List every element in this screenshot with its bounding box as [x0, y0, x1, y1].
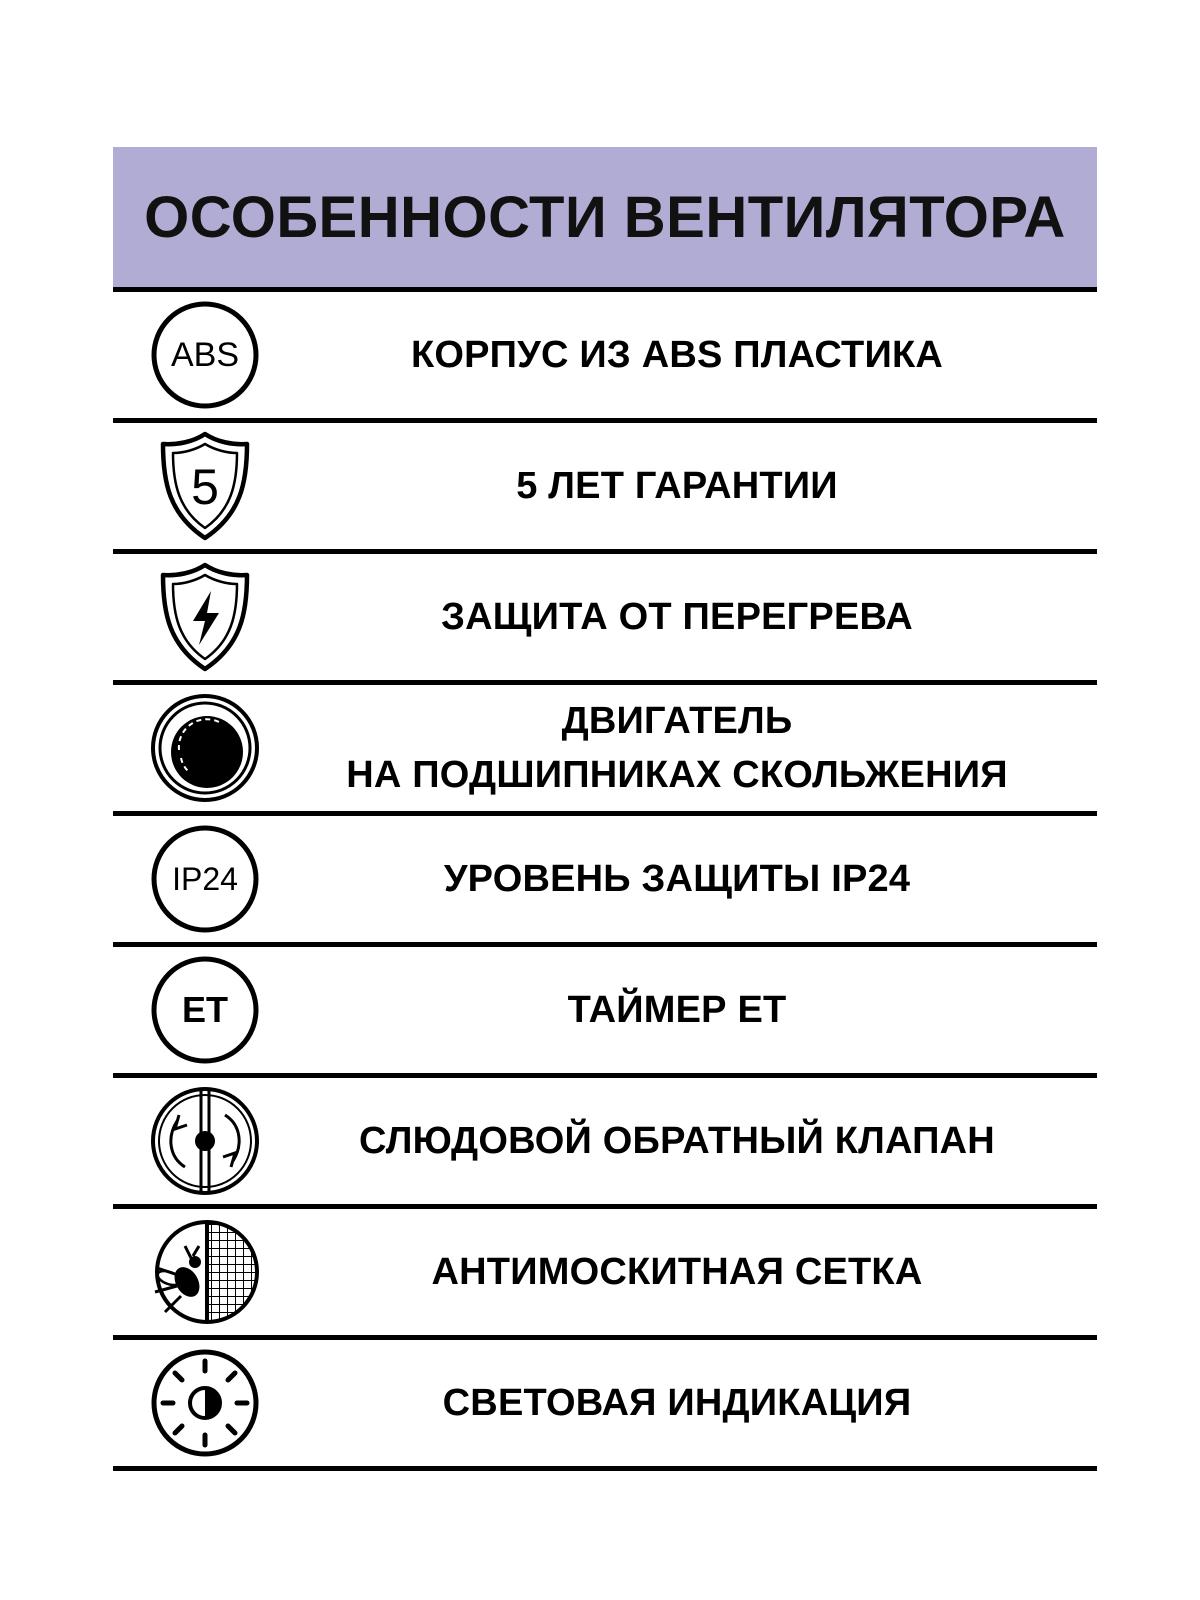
- feature-row-ip24: [113, 816, 1097, 942]
- feature-label: ТАЙМЕР ЕТ: [567, 989, 787, 1031]
- page-title: ОСОБЕННОСТИ ВЕНТИЛЯТОРА: [144, 184, 1066, 250]
- check-valve-icon: [113, 1078, 297, 1204]
- mosquito-net-icon: [113, 1209, 297, 1335]
- header-banner: [113, 147, 1097, 287]
- feature-row-overheat: [113, 554, 1097, 680]
- feature-label: КОРПУС ИЗ ABS ПЛАСТИКА: [410, 334, 944, 376]
- feature-row-abs: [113, 292, 1097, 418]
- feature-label: АНТИМОСКИТНАЯ СЕТКА: [431, 1251, 923, 1293]
- ip24-circle-icon: [113, 816, 297, 942]
- feature-row-valve: [113, 1078, 1097, 1204]
- feature-row-net: [113, 1209, 1097, 1335]
- shield-five-icon: [113, 423, 297, 549]
- feature-label: ДВИГАТЕЛЬ НА ПОДШИПНИКАХ СКОЛЬЖЕНИЯ: [346, 700, 1008, 796]
- svg-text:ET: ET: [181, 989, 229, 1030]
- feature-label: СВЕТОВАЯ ИНДИКАЦИЯ: [442, 1382, 912, 1424]
- feature-row-motor: [113, 685, 1097, 811]
- svg-text:ABS: ABS: [170, 336, 240, 374]
- bearing-motor-icon: [113, 685, 297, 811]
- feature-label: 5 ЛЕТ ГАРАНТИИ: [516, 465, 838, 507]
- light-indicator-icon: [113, 1340, 297, 1466]
- svg-text:5: 5: [191, 459, 219, 515]
- divider: [113, 1466, 1097, 1471]
- feature-label: СЛЮДОВОЙ ОБРАТНЫЙ КЛАПАН: [359, 1120, 995, 1162]
- feature-row-light: [113, 1340, 1097, 1466]
- feature-label: УРОВЕНЬ ЗАЩИТЫ IP24: [443, 858, 911, 900]
- feature-row-warranty: [113, 423, 1097, 549]
- feature-row-timer: [113, 947, 1097, 1073]
- svg-text:IP24: IP24: [172, 861, 238, 897]
- features-panel: [113, 147, 1097, 1471]
- feature-label: ЗАЩИТА ОТ ПЕРЕГРЕВА: [441, 596, 913, 638]
- et-circle-icon: [113, 947, 297, 1073]
- shield-lightning-icon: [113, 554, 297, 680]
- abs-circle-icon: [113, 292, 297, 418]
